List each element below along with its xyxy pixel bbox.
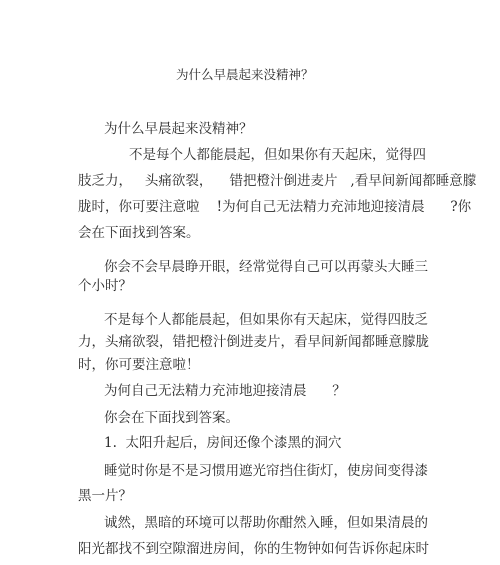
paragraph-line: 肢乏力， 头痛欲裂， 错把橙汁倒进麦片 ,看早间新闻都睡意朦 [78,173,477,189]
paragraph-line: 个小时？ [78,278,132,294]
paragraph-line: 为何自己无法精力充沛地迎接清晨 ？ [104,383,346,399]
paragraph-line: 睡觉时你是不是习惯用遮光帘挡住街灯，使房间变得漆 [104,463,428,479]
paragraph-line: 你会不会早晨睁开眼，经常觉得自己可以再蒙头大睡三 [104,259,428,275]
section-heading: 为什么早晨起来没精神？ [104,121,253,137]
paragraph-line: 胧时，你可要注意啦 !为何自己无法精力充沛地迎接清晨 ?你 [78,199,472,215]
numbered-heading: 1. 太阳升起后，房间还像个漆黑的洞穴 [104,435,342,451]
paragraph-line: 诚然，黑暗的环境可以帮助你酣然入睡，但如果清晨的 [104,515,428,531]
paragraph-line: 力，头痛欲裂，错把橙汁倒进麦片，看早间新闻都睡意朦胧 [78,334,429,350]
paragraph-line: 你会在下面找到答案。 [104,410,239,426]
paragraph-line: 阳光都找不到空隙溜进房间，你的生物钟如何告诉你起床时 [78,541,429,557]
paragraph-line: 不是每个人都能晨起，但如果你有天起床，觉得四肢乏 [104,312,428,328]
paragraph-line: 不是每个人都能晨起，但如果你有天起床，觉得四 [129,147,426,163]
paragraph-line: 黑一片？ [78,488,132,504]
page-title: 为什么早晨起来没精神？ [176,67,314,82]
paragraph-line: 会在下面找到答案。 [78,225,200,241]
paragraph-line: 时，你可要注意啦！ [78,357,200,373]
